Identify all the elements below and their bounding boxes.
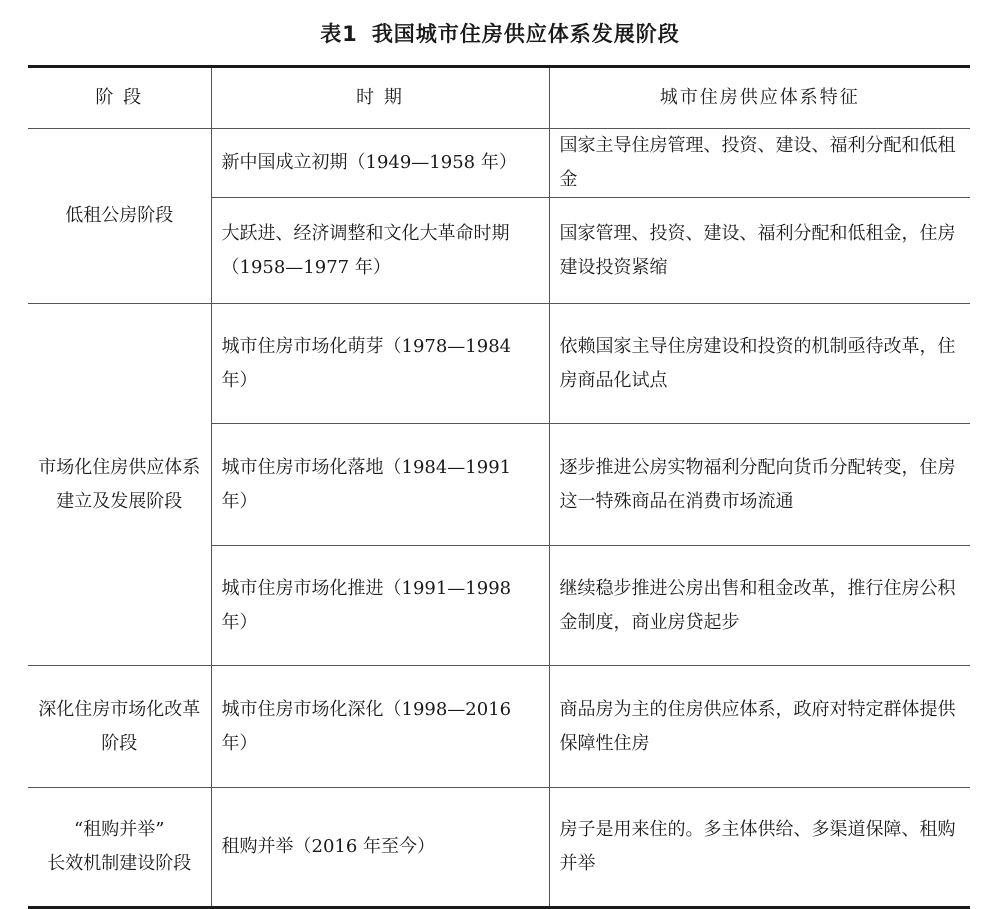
stage-name: 低租公房阶段 (65, 205, 174, 226)
period-cell: 城市住房市场化萌芽（1978—1984 年） (211, 304, 549, 424)
table-row (28, 666, 970, 788)
period-cell: 城市住房市场化深化（1998—2016 年） (211, 666, 549, 788)
period-cell: 城市住房市场化落地（1984—1991 年） (211, 424, 549, 546)
stage-cell (28, 666, 211, 788)
feature-cell: 国家主导住房管理、投资、建设、福利分配和低租金 (549, 129, 970, 198)
stage-cell (28, 788, 211, 908)
feature-cell: 商品房为主的住房供应体系，政府对特定群体提供保障性住房 (549, 666, 970, 788)
table-row (28, 129, 970, 198)
table-row (28, 304, 970, 424)
feature-cell: 房子是用来住的。多主体供给、多渠道保障、租购并举 (549, 788, 970, 908)
stage-name-line-1: “租购并举” (74, 819, 165, 840)
table-number: 表1 (320, 22, 358, 46)
table-caption (0, 18, 1000, 48)
feature-cell: 逐步推进公房实物福利分配向货币分配转变，住房这一特殊商品在消费市场流通 (549, 424, 970, 546)
header-period: 时 期 (211, 67, 549, 129)
stage-cell (28, 129, 211, 304)
stage-name-line-2: 建立及发展阶段 (56, 490, 183, 512)
feature-cell: 国家管理、投资、建设、福利分配和低租金，住房建设投资紧缩 (549, 198, 970, 304)
period-cell: 城市住房市场化推进（1991—1998 年） (211, 546, 549, 666)
header-stage: 阶 段 (28, 67, 211, 129)
period-cell: 租购并举（2016 年至今） (211, 788, 549, 908)
housing-stage-table (28, 65, 970, 909)
header-feature: 城市住房供应体系特征 (549, 67, 970, 129)
feature-cell: 继续稳步推进公房出售和租金改革，推行住房公积金制度，商业房贷起步 (549, 546, 970, 666)
stage-name-line-2: 长效机制建设阶段 (47, 853, 192, 874)
period-cell: 大跃进、经济调整和文化大革命时期（1958—1977 年） (211, 198, 549, 304)
table-row (28, 788, 970, 908)
feature-cell: 依赖国家主导住房建设和投资的机制亟待改革，住房商品化试点 (549, 304, 970, 424)
stage-name: 深化住房市场化改革阶段 (38, 698, 201, 754)
table-header-row (28, 67, 970, 129)
stage-cell (28, 304, 211, 666)
stage-name-line-1: 市场化住房供应体系 (38, 456, 201, 478)
period-cell: 新中国成立初期（1949—1958 年） (211, 129, 549, 198)
table-title: 我国城市住房供应体系发展阶段 (371, 22, 680, 46)
